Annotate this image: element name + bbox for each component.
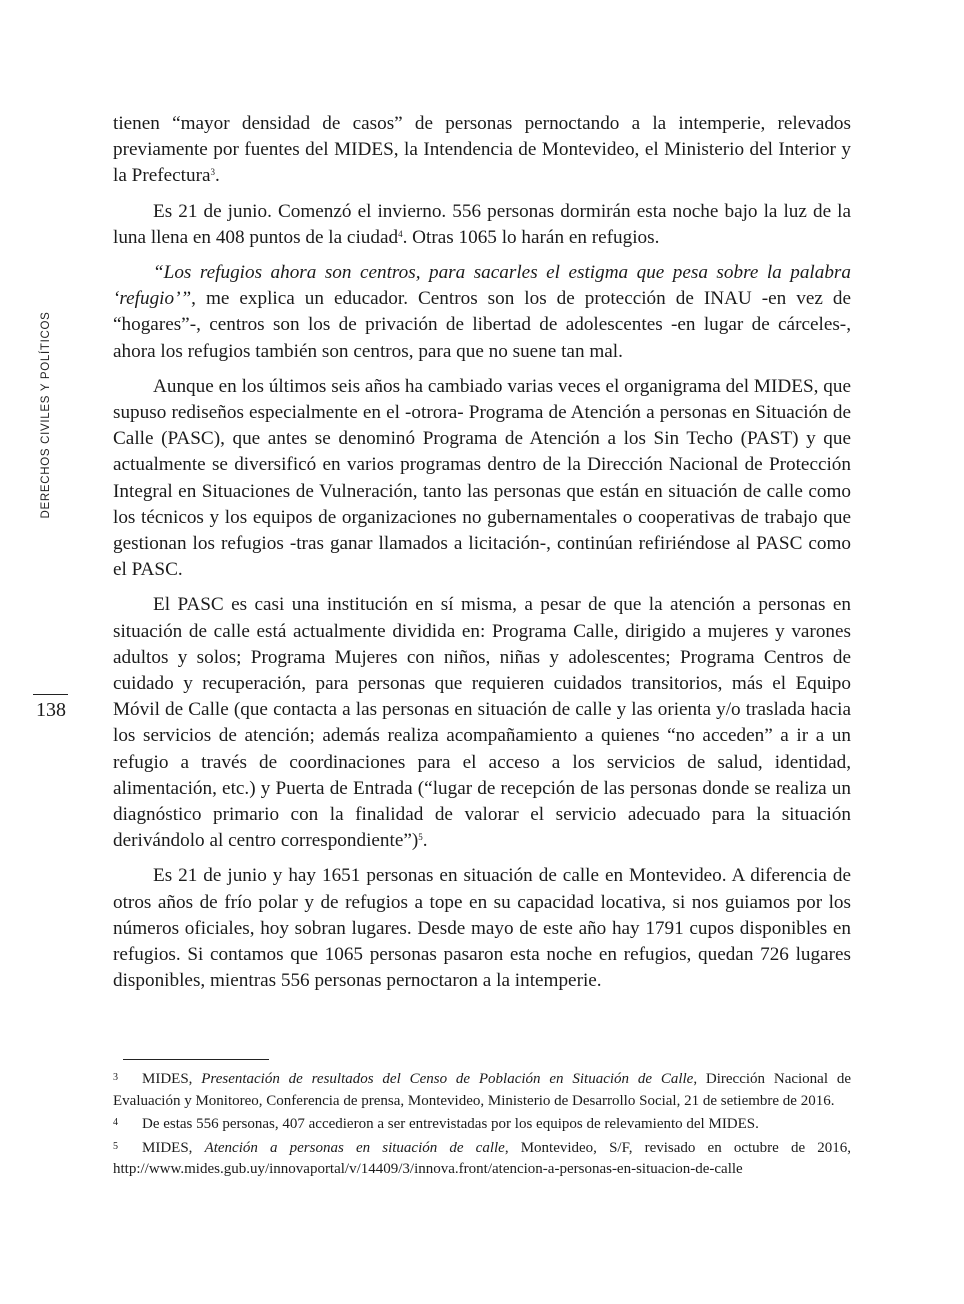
- paragraph-6: Es 21 de junio y hay 1651 personas en situación de calle en Montevideo. A diferencia de otros años de frío polar y de refugios a tope en su capacidad locativa, si nos guiamos por los números oficiales, hoy sobran lugares. Desde mayo de este año hay 1791 cupos disponibles en refugios. Si contamos que 1065 personas pasaron esta noche en refugios, quedan 726 lugares disponibles, mientras 556 personas pernoctaron a la intemperie.: [113, 865, 851, 992]
- footnote-separator: [123, 1059, 269, 1060]
- footnote-number: 5: [113, 1140, 118, 1152]
- footnote-title: Presentación de resultados del Censo de Población en Situación de Calle: [201, 1071, 694, 1087]
- footnote-ref-3: 3: [210, 167, 215, 178]
- footnote-4: 4 De estas 556 personas, 407 accedieron a ser entrevistadas por los equipos de relevamiento del MIDES.: [113, 1112, 851, 1136]
- footnote-title: Atención a personas en situación de calle: [204, 1139, 505, 1156]
- footnote-number: 3: [113, 1072, 118, 1083]
- paragraph-1: tienen “mayor densidad de casos” de personas pernoctando a la intemperie, relevados previamente por fuentes del MIDES, la Intendencia de Montevideo, el Ministerio del Interior y la Prefectura$^3$.: [113, 113, 851, 187]
- paragraph-5: El PASC es casi una institución en sí misma, a pesar de que la atención a personas en situación de calle está actualmente dividida en: Programa Calle, dirigido a mujeres y varones adultos y solos; Programa Mujeres con niños, niñas y adolescentes; Programa Centros de cuidado y recuperación, para personas que requieren cuidados transitorios, más el Equipo Móvil de Calle (que contacta a las personas en situación de calle y las orienta y/o traslada hacia los servicios de atención; además realiza acompañamiento a quienes “no acceden” a ir a un refugio a través de coordinaciones para el acceso a los servicios de salud, identidad, alimentación, etc.) y Puerta de Entrada (“lugar de recepción de las personas donde se realiza un diagnóstico primario con la finalidad de valorar el servicio adecuado para la situación derivándolo al centro correspondiente”)$^5$.: [113, 594, 851, 852]
- page-number: 138: [36, 699, 66, 721]
- footnote-5: 5 MIDES, Atención a personas en situación de calle, Montevideo, S/F, revisado en octubre de 2016, http://www.mides.gub.uy/innovaportal/v/14409/3/innova.front/atencion-a-personas-en-situacion-de-calle: [113, 1136, 851, 1181]
- running-header-text: DERECHOS CIVILES Y POLÍTICOS: [40, 311, 52, 519]
- page-number-rule: [33, 694, 68, 695]
- paragraph-4: Aunque en los últimos seis años ha cambiado varias veces el organigrama del MIDES, que supuso rediseños especialmente en el -otrora- Programa de Atención a personas en Situación de Calle (PASC), que antes se denominó Programa de Atención a los Sin Techo (PAST) y que actualmente se diversificó en varios programas dentro de la Dirección Nacional de Protección Integral en Situaciones de Vulneración, tanto las personas que están en situación de calle como los técnicos y los equipos de organizaciones no gubernamentales o cooperativas de trabajo que gestionan los refugios -tras ganar llamados a licitación-, continúan refiriéndose al PASC como el PASC.: [113, 375, 851, 581]
- footnote-ref-4: 4: [398, 228, 403, 239]
- footnotes: [113, 1067, 851, 1181]
- paragraph-2: Es 21 de junio. Comenzó el invierno. 556 personas dormirán esta noche bajo la luz de la luna llena en 408 puntos de la ciudad$^4$. Otras 1065 lo harán en refugios.: [113, 200, 851, 248]
- paragraph-3: “Los refugios ahora son centros, para sacarles el estigma que pesa sobre la palabra ‘refugio’”, me explica un educador. Centros son los de protección de INAU -en vez de “hogares”-, centros son los de privación de libertad de adolescentes -en lugar de cárceles-, ahora los refugios también son centros, para que no suene tan mal.: [113, 262, 851, 362]
- footnote-ref-5: 5: [418, 832, 423, 843]
- body-text: [113, 111, 851, 1004]
- running-header: [32, 311, 60, 519]
- footnote-3: 3 MIDES, Presentación de resultados del Censo de Población en Situación de Calle, Dirección Nacional de Evaluación y Monitoreo, Conferencia de prensa, Montevideo, Ministerio de Desarrollo Social, 21 de setiembre de 2016.: [113, 1067, 851, 1112]
- footnote-url[interactable]: www.mides.gub.uy/innovaportal/v/14409/3/innova.front/atencion-a-personas-en-situacion-de-calle: [148, 1161, 743, 1177]
- educator-quote: “Los refugios ahora son centros, para sacarles el estigma que pesa sobre la palabra ‘refugio’”: [113, 262, 851, 310]
- footnote-number: 4: [113, 1117, 118, 1128]
